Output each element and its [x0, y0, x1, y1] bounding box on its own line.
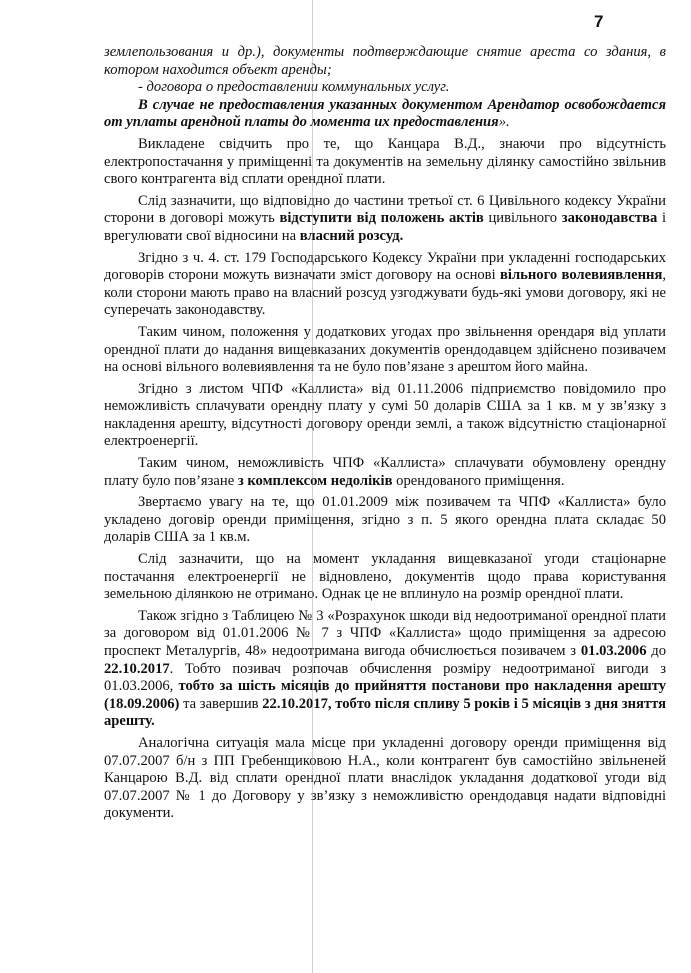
paragraph	[104, 381, 666, 451]
page-number: 7	[594, 12, 604, 31]
text-run: цивільного	[483, 210, 562, 227]
text-run: В случае не предоставления указанных документом Арендатор освобождается от уплаты арендной платы до момента их предоставления	[104, 96, 666, 131]
text-run: Викладене свідчить про те, що Канцара В.Д., знаючи про відсутність електропостачання у приміщенні та документів на земельну ділянку самостійно звільнив свого контрагента від сплати орендної плати.	[104, 135, 666, 188]
text-run: Також згідно з Таблицею № 3 «Розрахунок шкоди від недоотриманої орендної плати за договором від 01.01.2006 № 7 з ЧПФ «Каллиста» щодо приміщення за адресою проспект Металургів, 48» недоотримана вигода обчислюється позивачем з	[104, 607, 666, 659]
paragraph	[104, 324, 666, 377]
text-run: 01.03.2006	[580, 643, 647, 659]
text-run: , коли сторони мають право на власний розсуд узгоджувати будь-які умови договору, які не суперечать законодавству.	[104, 267, 666, 319]
paragraph	[104, 97, 666, 132]
paragraph	[104, 551, 666, 604]
text-run: Аналогічна ситуація мала місце при укладенні договору оренди приміщення від 07.07.2007 б/н з ПП Гребенщиковою Н.А., коли контрагент був самостійно звільненей Канцарою В.Д. від сплати орендної плати внаслідок укладання додаткової угоди від 07.07.2007 № 1 до Договору у зв’язку з неможливістю орендодавця надати відповідні документи.	[104, 734, 666, 822]
text-run: Таким чином, неможливість ЧПФ «Каллиста» сплачувати обумовлену орендну плату було пов’язане	[104, 455, 666, 489]
text-run: орендованого приміщення.	[392, 472, 565, 489]
paragraph	[104, 494, 666, 547]
text-run: - договора о предоставлении коммунальных услуг.	[138, 79, 450, 96]
text-run: тобто за шість місяців до прийняття постанови про накладення арешту (18.09.2006)	[104, 678, 667, 712]
text-run: Звертаємо увагу на те, що 01.01.2009 між позивачем та ЧПФ «Каллиста» було укладено договір оренди приміщення, згідно з п. 5 якого орендна плата складає 50 доларів США за 1 кв.м.	[104, 494, 666, 546]
text-run: відступити від положень актів	[279, 210, 484, 227]
text-run: землепользования и др.), документы подтверждающие снятие ареста со здания, в котором находится объект аренды;	[104, 44, 666, 78]
paragraph	[104, 735, 666, 823]
text-run: Згідно з листом ЧПФ «Каллиста» від 01.11.2006 підприємство повідомило про неможливість сплачувати орендну плату у сумі 50 доларів США за 1 кв. м у зв’язку з накладення арешту, відсутності договору оренди землі, а також відсутністю стаціонарної електроенергії.	[104, 380, 666, 450]
paragraph	[104, 44, 666, 79]
text-run: вільного волевиявлення	[500, 267, 663, 284]
text-run: та завершив	[179, 695, 263, 712]
text-run: Таким чином, положення у додаткових угодах про звільнення орендаря від уплати орендної плати до надання вищевказаних документів орендодавцем здійснено позивачем на основі вільного волевиявлення та не було пов’язане з арештом його майна.	[104, 323, 666, 376]
paragraph	[104, 608, 666, 731]
text-run: Згідно з ч. 4. ст. 179 Господарського Кодексу України при укладенні господарських договорів сторони можуть визначати зміст договору на основі	[104, 249, 666, 284]
text-run: 22.10.2017	[104, 660, 170, 677]
paragraph	[104, 79, 666, 97]
text-run: власний розсуд.	[299, 227, 404, 244]
text-run: законодавства	[561, 210, 658, 227]
paragraph	[104, 193, 666, 246]
text-run: Слід зазначити, що відповідно до частини третьої ст. 6 Цивільного кодексу України сторони в договорі можуть	[104, 192, 666, 227]
text-run: 22.10.2017, тобто після спливу 5 років і 5 місяців з дня зняття арешту.	[104, 695, 666, 730]
text-run: ».	[498, 114, 510, 131]
paragraph	[104, 136, 666, 189]
text-run: до	[646, 643, 667, 659]
text-run: Слід зазначити, що на момент укладання вищевказаної угоди стаціонарне постачання електроенергії не відновлено, документів щодо права користування земельною ділянкою не отримано. Однак це не вплинуло на розмір орендної плати.	[104, 551, 666, 603]
paragraph	[104, 455, 666, 490]
text-run: і врегулювати свої відносини на	[104, 210, 666, 244]
document-body	[104, 44, 666, 823]
scan-fold-line	[312, 0, 313, 973]
text-run: . Тобто позивач розпочав обчислення розміру недоотриманої вигоди з 01.03.2006,	[104, 660, 666, 695]
text-run: з комплексом недоліків	[237, 472, 393, 489]
paragraph	[104, 250, 666, 320]
